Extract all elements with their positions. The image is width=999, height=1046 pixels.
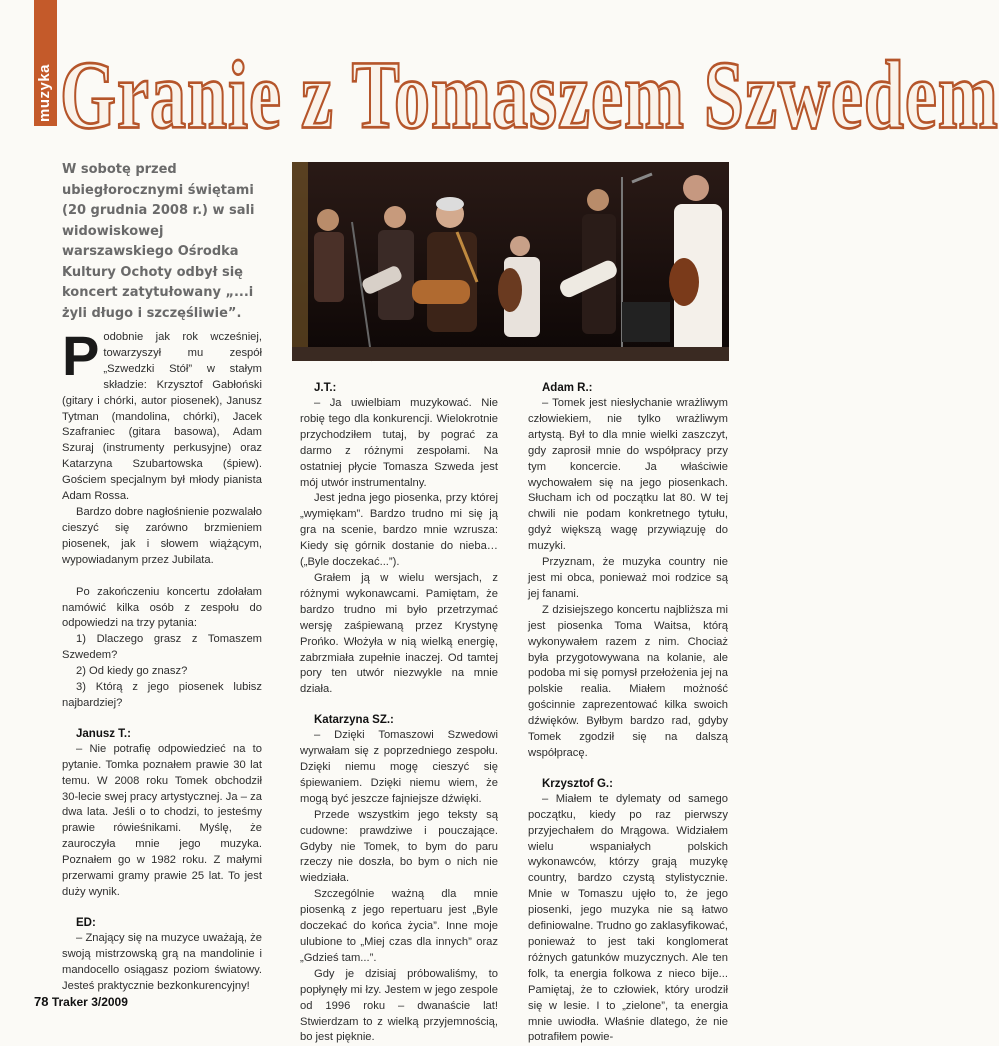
magazine-name: Traker <box>51 995 88 1009</box>
column-3 <box>528 380 728 1046</box>
paragraph: – Tomek jest niesłychanie wrażliwym człowiekiem, nie tylko wrażliwym artystą. Był to dla mnie wielki zaszczyt, gdy zaprosił mnie do współpracy przy tym koncercie. Ja właściwie wychowałem się na jego piosenkach. Słucham ich od początku lat 80. W tej chwili nie podam konkretnego tytułu, gdyż większą wagę przywiązuję do muzyki. <box>528 397 728 553</box>
speaker-heading: Adam R.: <box>542 382 593 394</box>
concert-photo <box>292 162 729 361</box>
issue-number: 3/2009 <box>91 995 128 1009</box>
paragraph: Przyznam, że muzyka country nie jest mi obca, ponieważ moi rodzice są jej fanami. <box>528 556 728 600</box>
paragraph: Bardzo dobre nagłośnienie pozwalało cieszyć się zarówno brzmieniem piosenek, jak i słowem wiążącym, wypowiadanym przez Jubilata. <box>62 505 262 566</box>
question-3: 3) Którą z jego piosenek lubisz najbardziej? <box>62 681 262 709</box>
paragraph: – Dzięki Tomaszowi Szwedowi wyrwałam się z poprzedniego zespołu. Dzięki niemu mogę cieszyć się śpiewaniem. Dzięki niemu wiem, że mogą być jeszcze fajniejsze dźwięki. <box>300 729 498 805</box>
paragraph: Jest jedna jego piosenka, przy której „wymiękam”. Bardzo trudno mi się ją gra na scenie, bardzo mnie wzrusza: Kiedy się górnik dostanie do nieba… („Byle doczekać...”). <box>300 492 498 569</box>
paragraph: – Ja uwielbiam muzykować. Nie robię tego dla konkurencji. Wielokrotnie przychodziłem tutaj, by pograć za darmo z różnymi zespołami. Na ostatniej płycie Tomasza Szweda jest mój utwór instrumentalny. <box>300 397 498 489</box>
speaker-heading: Katarzyna SZ.: <box>314 714 394 727</box>
concert-photo-image <box>292 162 729 361</box>
page-footer <box>34 994 128 1009</box>
section-label: muzyka <box>36 63 53 122</box>
column-2 <box>300 380 498 1046</box>
paragraph: Z dzisiejszego koncertu najbliższa mi jest piosenka Toma Waitsa, którą wykonywałem razem z nim. Chociaż była przygotowywana na kolanie, ale podoba mi się pomysł przełożenia jej na polskie realia. Miałem możność gościnnie zaprezentować kilka swoich dźwięków. Byłbym bardzo rad, gdyby Tomek zgodził się na dalszą współpracę. <box>528 603 728 759</box>
speaker-heading: J.T.: <box>314 382 337 394</box>
speaker-heading: Krzysztof G.: <box>542 777 613 790</box>
paragraph: Grałem ją w wielu wersjach, z różnymi wykonawcami. Pamiętam, że bardzo trudno mi było przetrzymać wersję zaśpiewaną przez Krystynę Prońko. Włożyła w nią wielką energię, zabrzmiała zupełnie inaczej. Od tamtej pory ten utwór niezwykle na mnie działa. <box>300 571 498 696</box>
paragraph: – Nie potrafię odpowiedzieć na to pytanie. Tomka poznałem prawie 30 lat temu. W 2008 roku Tomek obchodził 30-lecie swej pracy artystycznej. Ja – za dwa lata. Jeśli o to chodzi, to jesteśmy prawie rówieśnikami. Myślę, że zauroczyła mnie jego muzyka. Poznałem go w 1982 roku. Z małymi przerwami gramy prawie 25 lat. To jest duży wynik. <box>62 742 262 898</box>
section-tab <box>34 0 57 126</box>
column-1 <box>62 324 262 995</box>
speaker-heading: ED: <box>76 916 96 929</box>
article-lead: W sobotę przed ubiegłorocznymi świętami (20 grudnia 2008 r.) w sali widowiskowej warszawskiego Ośrodka Kultury Ochoty odbył się koncert zatytułowany „...i żyli długo i szczęśliwie”. <box>62 162 255 321</box>
paragraph: Szczególnie ważną dla mnie piosenką z jego repertuaru jest „Byle doczekać do końca życia”. Inne moje ulubione to „Miej czas dla innych” oraz „Gdzieś tam...”. <box>300 888 498 964</box>
question-1: 1) Dlaczego grasz z Tomaszem Szwedem? <box>62 633 262 662</box>
article-title: Granie z Tomaszem Szwedem <box>60 41 999 149</box>
paragraph: – Miałem te dylematy od samego początku, kiedy po raz pierwszy przyjechałem do Mrągowa. Widziałem wielu wspaniałych polskich wykonawców, którzy grają muzykę country, bardzo czystą stylistycznie. Mnie w Tomaszu ujęło to, że jego piosenki, jego muzyka nie są łatwo definiowalne. Trudno go zaklasyfikować, ponieważ to jest taki konglomerat różnych gatunków muzycznych. Ale ten folk, ta energia folkowa z nieco bije... Pamiętaj, że to człowiek, który urodził się w lesie. I to „zielone”, ta energia mnie uwiodła. Właśnie dlatego, że nie potrafiłem powie- <box>528 792 728 1044</box>
paragraph: Gdy je dzisiaj próbowaliśmy, to popłynęły mi łzy. Jestem w jego zespole od 1996 roku – dwanaście lat! Stwierdzam to z wielką przyjemnością, bo jest pięknie. <box>300 967 498 1044</box>
page-number: 78 <box>34 994 49 1009</box>
speaker-heading: Janusz T.: <box>76 727 131 740</box>
paragraph: Po zakończeniu koncertu zdołałam namówić kilka osób z zespołu do odpowiedzi na trzy pytania: <box>62 585 262 630</box>
intro-paragraph: Podobnie jak rok wcześniej, towarzyszył mu zespół „Szwedzki Stół” w stałym składzie: Krzysztof Gabłoński (gitary i chórki, autor piosenek), Janusz Tytman (mandolina, chórki), Jacek Szafraniec (gitara basowa), Adam Szuraj (instrumenty perkusyjne) oraz Katarzyna Szubartowska (śpiew). Gościem specjalnym był młody pianista Adam Rossa. <box>62 324 262 503</box>
paragraph: Przede wszystkim jego teksty są cudowne: prawdziwe i pouczające. Gdyby nie Tomek, to bym do paru rzeczy nie doszła, bo bym o nich nie wiedziała. <box>300 808 498 885</box>
drop-cap: P <box>62 324 100 387</box>
paragraph: – Znający się na muzyce uważają, że swoją mistrzowską grą na mandolinie i mandocello osiągasz poziom światowy. Jesteś praktycznie bezkonkurencyjny! <box>62 931 262 992</box>
question-2: 2) Od kiedy go znasz? <box>76 665 188 678</box>
